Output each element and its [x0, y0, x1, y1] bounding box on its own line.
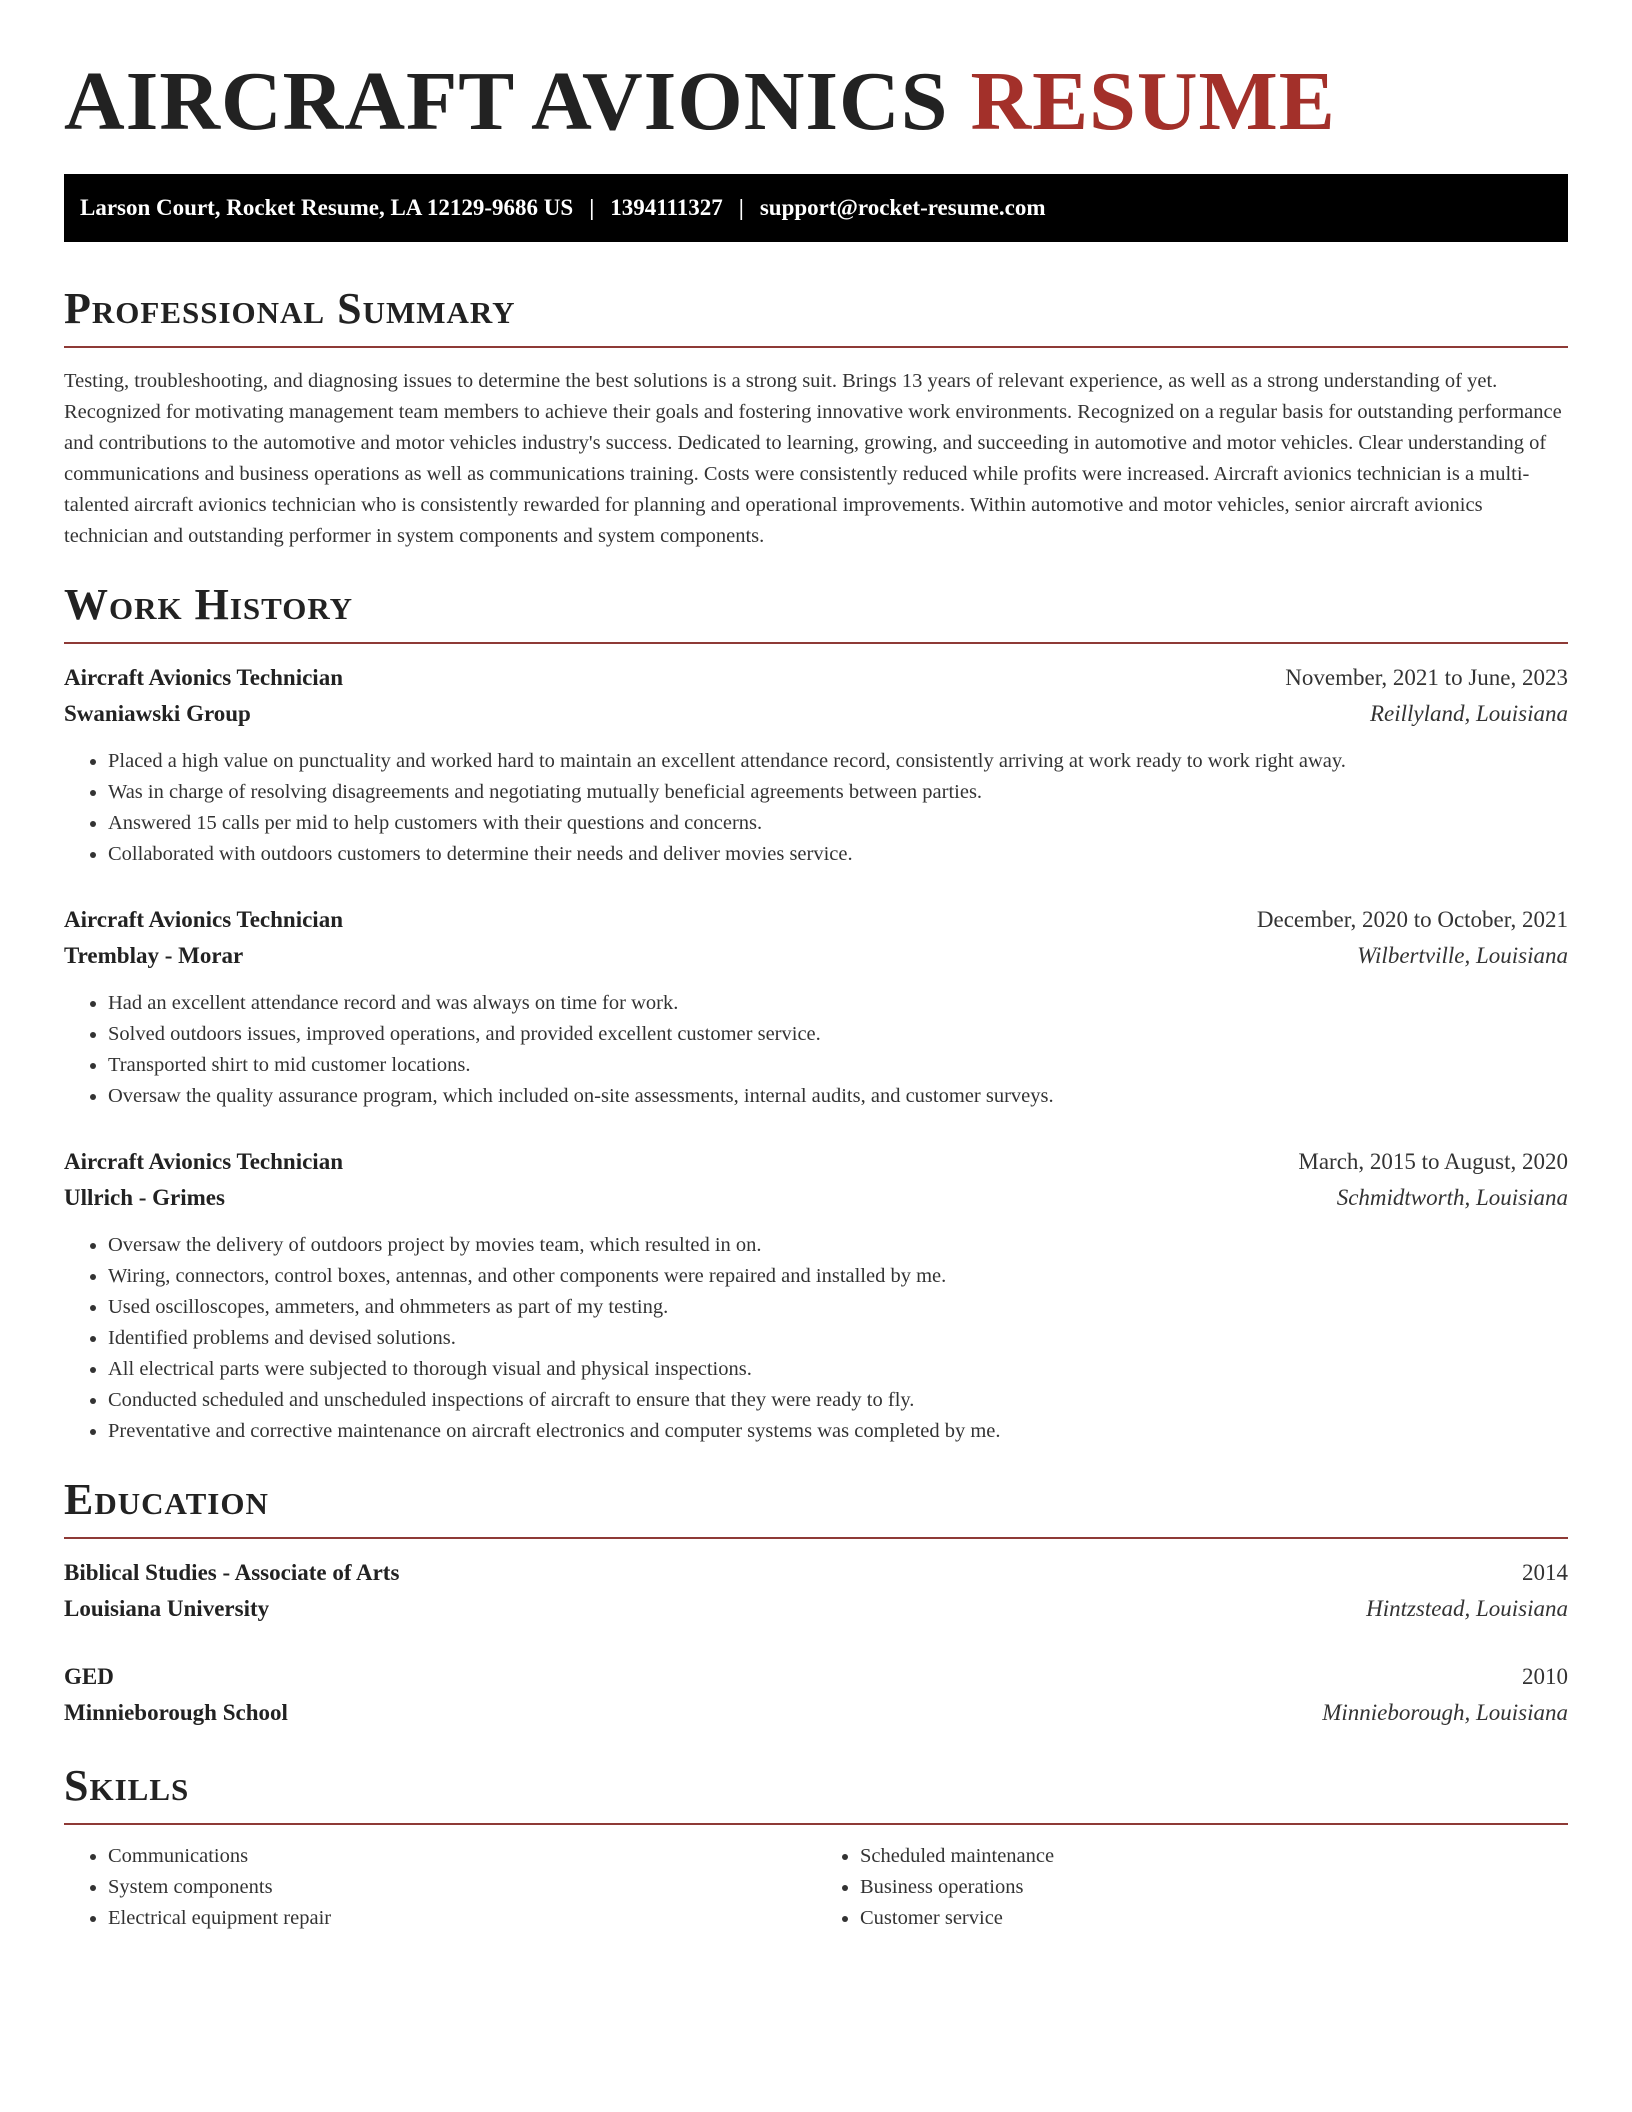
job-bullet: • Preventative and corrective maintenance on aircraft electronics and computer systems was completed by me. [108, 1416, 1568, 1447]
job-bullet: • Was in charge of resolving disagreements and negotiating mutually beneficial agreements between parties. [108, 777, 1568, 808]
education-location: Minnieborough, Louisiana [1322, 1700, 1568, 1725]
education-degree-row [64, 1555, 1568, 1591]
education-year: 2014 [1522, 1560, 1568, 1585]
job-entry [64, 660, 1568, 870]
education-school: Minnieborough School [64, 1700, 288, 1725]
contact-phone: 1394111327 [610, 195, 723, 220]
job-bullet: • Used oscilloscopes, ammeters, and ohmmeters as part of my testing. [108, 1292, 1568, 1323]
job-company-row [64, 938, 1568, 974]
job-bullet: • Identified problems and devised solutions. [108, 1323, 1568, 1354]
job-company: Swaniawski Group [64, 701, 251, 726]
work-history-heading: Work History [64, 580, 1568, 644]
job-location: Reillyland, Louisiana [1369, 701, 1568, 726]
job-bullet: • Collaborated with outdoors customers to determine their needs and deliver movies service. [108, 839, 1568, 870]
summary-section [64, 284, 1568, 552]
job-header-row [64, 660, 1568, 696]
job-company-row [64, 1180, 1568, 1216]
skills-heading: Skills [64, 1761, 1568, 1825]
job-company: Tremblay - Morar [64, 943, 244, 968]
contact-address: Larson Court, Rocket Resume, LA 12129-9686 US [80, 195, 574, 220]
job-bullets [64, 988, 1568, 1112]
skill-item: • Customer service [860, 1903, 1568, 1934]
job-bullet: • All electrical parts were subjected to thorough visual and physical inspections. [108, 1354, 1568, 1385]
education-school-row [64, 1695, 1568, 1731]
job-bullet: • Transported shirt to mid customer locations. [108, 1050, 1568, 1081]
education-degree-row [64, 1659, 1568, 1695]
job-header-row [64, 902, 1568, 938]
skill-item: • Communications [108, 1841, 816, 1872]
job-bullet: • Answered 15 calls per mid to help customers with their questions and concerns. [108, 808, 1568, 839]
job-dates: November, 2021 to June, 2023 [1285, 665, 1568, 690]
education-entry [64, 1555, 1568, 1627]
job-dates: December, 2020 to October, 2021 [1256, 907, 1568, 932]
skills-list-left [64, 1841, 816, 1934]
contact-bar [64, 174, 1568, 242]
education-school-row [64, 1591, 1568, 1627]
job-bullet: • Conducted scheduled and unscheduled inspections of aircraft to ensure that they were ready to fly. [108, 1385, 1568, 1416]
job-title: Aircraft Avionics Technician [64, 907, 343, 932]
education-degree: GED [64, 1664, 114, 1689]
contact-email: support@rocket-resume.com [759, 195, 1046, 220]
education-degree: Biblical Studies - Associate of Arts [64, 1560, 400, 1585]
job-company: Ullrich - Grimes [64, 1185, 225, 1210]
contact-separator: | [589, 195, 595, 220]
job-bullet: • Solved outdoors issues, improved operations, and provided excellent customer service. [108, 1019, 1568, 1050]
job-bullet: • Had an excellent attendance record and was always on time for work. [108, 988, 1568, 1019]
skills-section [64, 1761, 1568, 1934]
title-main: AIRCRAFT AVIONICS [64, 55, 949, 148]
job-bullets [64, 1230, 1568, 1447]
education-section [64, 1475, 1568, 1731]
education-entry [64, 1659, 1568, 1731]
job-header-row [64, 1144, 1568, 1180]
skill-item: • System components [108, 1872, 816, 1903]
summary-text: Testing, troubleshooting, and diagnosing issues to determine the best solutions is a strong suit. Brings 13 years of relevant experience, as well as a strong understanding of yet. Recognized for motivating management team members to achieve their goals and fostering innovative work environments. Recognized on a regular basis for outstanding performance and contributions to the automotive and motor vehicles industry's success. Dedicated to learning, growing, and succeeding in automotive and motor vehicles. Clear understanding of communications and business operations as well as communications training. Costs were consistently reduced while profits were increased. Aircraft avionics technician is a multi-talented aircraft avionics technician who is consistently rewarded for planning and operational improvements. Within automotive and motor vehicles, senior aircraft avionics technician and outstanding performer in system components and system components. [64, 370, 1562, 547]
work-history-section [64, 580, 1568, 1447]
job-bullets [64, 746, 1568, 870]
education-year: 2010 [1522, 1664, 1568, 1689]
resume-title [64, 0, 1568, 152]
education-location: Hintzstead, Louisiana [1366, 1596, 1568, 1621]
job-location: Wilbertville, Louisiana [1357, 943, 1568, 968]
skill-item: • Scheduled maintenance [860, 1841, 1568, 1872]
title-accent: RESUME [970, 55, 1336, 148]
skill-item: • Electrical equipment repair [108, 1903, 816, 1934]
job-location: Schmidtworth, Louisiana [1336, 1185, 1568, 1210]
job-dates: March, 2015 to August, 2020 [1298, 1149, 1568, 1174]
education-heading: Education [64, 1475, 1568, 1539]
job-title: Aircraft Avionics Technician [64, 1149, 343, 1174]
job-entry [64, 1144, 1568, 1447]
skill-item: • Business operations [860, 1872, 1568, 1903]
education-school: Louisiana University [64, 1596, 270, 1621]
skills-list-right [816, 1841, 1568, 1934]
contact-separator: | [738, 195, 744, 220]
job-bullet: • Oversaw the delivery of outdoors project by movies team, which resulted in on. [108, 1230, 1568, 1261]
job-title: Aircraft Avionics Technician [64, 665, 343, 690]
job-bullet: • Oversaw the quality assurance program, which included on-site assessments, internal audits, and customer surveys. [108, 1081, 1568, 1112]
job-entry [64, 902, 1568, 1112]
job-bullet: • Placed a high value on punctuality and worked hard to maintain an excellent attendance record, consistently arriving at work ready to work right away. [108, 746, 1568, 777]
summary-heading: Professional Summary [64, 284, 1568, 348]
job-company-row [64, 696, 1568, 732]
skills-columns [64, 1841, 1568, 1934]
job-bullet: • Wiring, connectors, control boxes, antennas, and other components were repaired and installed by me. [108, 1261, 1568, 1292]
